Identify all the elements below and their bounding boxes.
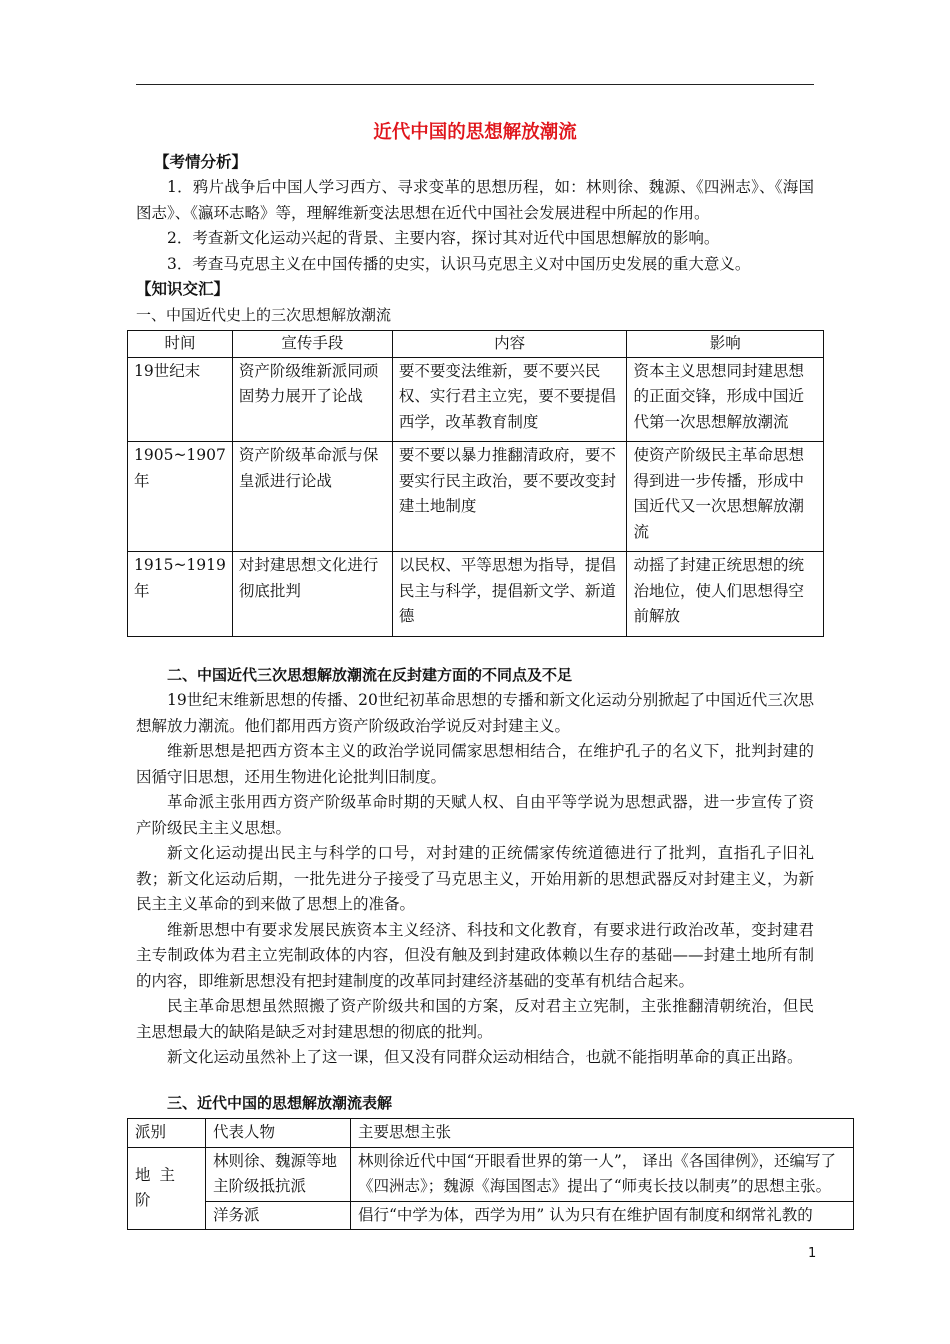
table-cell: 资本主义思想同封建思想的正面交锋，形成中国近代第一次思想解放潮流 <box>627 357 824 442</box>
table-header-cell: 宣传手段 <box>232 331 392 358</box>
table-cell: 林则徐、魏源等地主阶级抵抗派 <box>206 1147 351 1201</box>
table-cell: 要不要变法维新，要不要兴民权、实行君主立宪，要不要提倡西学，改革教育制度 <box>392 357 627 442</box>
body-paragraph: 民主革命思想虽然照搬了资产阶级共和国的方案，反对君主立宪制，主张推翻清朝统治，但民主思想最大的缺陷是缺乏对封建思想的彻底的批判。 <box>136 997 814 1041</box>
table-row <box>128 1201 854 1230</box>
table-row <box>128 1147 854 1201</box>
page-number: 1 <box>808 1246 817 1261</box>
table-group-cell: 地主阶 <box>128 1147 206 1230</box>
section2-heading: 二、中国近代三次思想解放潮流在反封建方面的不同点及不足 <box>167 665 573 684</box>
table-cell: 对封建思想文化进行彻底批判 <box>232 552 392 637</box>
body-paragraph: 19世纪末维新思想的传播、20世纪初革命思想的专播和新文化运动分别掀起了中国近代三次思想解放力潮流。他们都用西方资产阶级政治学说反对封建主义。 <box>136 691 814 735</box>
table-header-cell: 内容 <box>392 331 627 358</box>
table-row <box>128 552 824 637</box>
table-cell: 资产阶级维新派同顽固势力展开了论战 <box>232 357 392 442</box>
table-header-row <box>128 331 824 358</box>
section3-heading: 三、近代中国的思想解放潮流表解 <box>167 1093 393 1112</box>
table-header-cell: 代表人物 <box>206 1119 351 1148</box>
analysis-item-3: 3．考查马克思主义在中国传播的史实，认识马克思主义对中国历史发展的重大意义。 <box>167 254 751 273</box>
table-cell: 1915~1919年 <box>128 552 233 637</box>
analysis-item-2: 2．考查新文化运动兴起的背景、主要内容，探讨其对近代中国思想解放的影响。 <box>167 229 720 247</box>
body-paragraph: 新文化运动提出民主与科学的口号，对封建的正统儒家传统道德进行了批判，直指孔子旧礼教；新文化运动后期，一批先进分子接受了马克思主义，开始用新的思想武器反对封建主义，为新民主主义革命的到来做了思想上的准备。 <box>136 844 814 913</box>
header-rule <box>136 84 814 85</box>
table-header-row <box>128 1119 854 1148</box>
table-cell: 使资产阶级民主革命思想得到进一步传播，形成中国近代又一次思想解放潮流 <box>627 442 824 552</box>
body-paragraph: 维新思想中有要求发展民族资本主义经济、科技和文化教育，有要求进行政治改革，变封建君主专制政体为君主立宪制政体的内容，但没有触及到封建政体赖以生存的基础——封建土地所有制的内容，即维新思想没有把封建制度的改革同封建经济基础的变革有机结合起来。 <box>136 920 814 990</box>
thought-waves-table <box>127 330 824 637</box>
table-cell: 要不要以暴力推翻清政府，要不要实行民主政治，要不要改变封建土地制度 <box>392 442 627 552</box>
page-title: 近代中国的思想解放潮流 <box>373 122 577 143</box>
table-cell: 以民权、平等思想为指导，提倡民主与科学，提倡新文学、新道德 <box>392 552 627 637</box>
table-cell: 林则徐近代中国“开眼看世界的第一人”， 译出《各国律例》，还编写了《四洲志》；魏源《海国图志》提出了“师夷长技以制夷”的思想主张。 <box>351 1147 854 1201</box>
table-cell: 19世纪末 <box>128 357 233 442</box>
analysis-heading: 【考情分析】 <box>154 152 248 171</box>
table-header-cell: 主要思想主张 <box>351 1119 854 1148</box>
table-row <box>128 357 824 442</box>
table-cell: 资产阶级革命派与保皇派进行论战 <box>232 442 392 552</box>
table-row <box>128 442 824 552</box>
table-header-cell: 影响 <box>627 331 824 358</box>
document-page <box>134 120 837 1230</box>
knowledge-heading: 【知识交汇】 <box>136 280 230 298</box>
analysis-item-1: 1．鸦片战争后中国人学习西方、寻求变革的思想历程，如：林则徐、魏源、《四洲志》、《海国图志》、《瀛环志略》等，理解维新变法思想在近代中国社会发展进程中所起的作用。 <box>136 178 814 222</box>
table-cell: 洋务派 <box>206 1201 351 1230</box>
section1-heading: 一、中国近代史上的三次思想解放潮流 <box>136 305 392 324</box>
thought-schools-table <box>127 1118 854 1230</box>
table-header-cell: 时间 <box>128 331 233 358</box>
table-cell: 动摇了封建正统思想的统治地位，使人们思想得空前解放 <box>627 552 824 637</box>
body-paragraph: 革命派主张用西方资产阶级革命时期的天赋人权、自由平等学说为思想武器，进一步宣传了资产阶级民主主义思想。 <box>136 793 814 837</box>
body-paragraph: 维新思想是把西方资本主义的政治学说同儒家思想相结合，在维护孔子的名义下，批判封建的因循守旧思想，还用生物进化论批判旧制度。 <box>136 742 814 786</box>
body-paragraph: 新文化运动虽然补上了这一课，但又没有同群众运动相结合，也就不能指明革命的真正出路。 <box>167 1048 803 1066</box>
table-cell: 倡行“中学为体，西学为用” 认为只有在维护固有制度和纲常礼教的 <box>351 1201 854 1230</box>
table-cell: 1905~1907年 <box>128 442 233 552</box>
table-header-cell: 派别 <box>128 1119 206 1148</box>
